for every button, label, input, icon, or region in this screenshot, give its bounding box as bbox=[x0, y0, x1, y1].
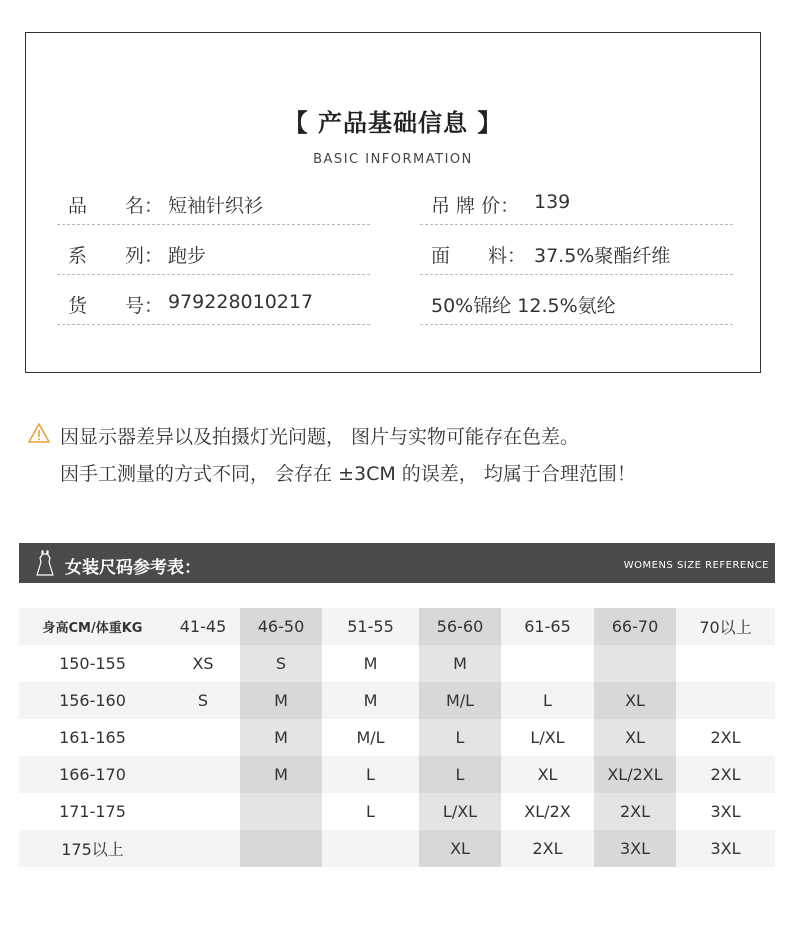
table-cell bbox=[594, 645, 676, 682]
table-header-cell: 身高CM/体重KG bbox=[19, 608, 166, 645]
table-cell bbox=[676, 645, 775, 682]
table-cell: L bbox=[501, 682, 594, 719]
table-cell: L/XL bbox=[419, 793, 501, 830]
table-cell: 166-170 bbox=[19, 756, 166, 793]
field-product-name bbox=[57, 175, 370, 225]
size-chart-title: 女装尺码参考表： bbox=[65, 558, 201, 578]
table-cell: M/L bbox=[322, 719, 419, 756]
table-cell: XS bbox=[166, 645, 240, 682]
table-header-cell: 61-65 bbox=[501, 608, 594, 645]
dress-icon bbox=[36, 550, 54, 576]
table-row bbox=[19, 682, 775, 719]
field-label: 系 列： bbox=[68, 245, 164, 267]
table-cell: M bbox=[419, 645, 501, 682]
table-cell: M bbox=[240, 756, 322, 793]
field-value: 跑步 bbox=[168, 245, 207, 267]
info-title: 【 产品基础信息 】 bbox=[283, 109, 503, 137]
product-info-box bbox=[25, 32, 761, 373]
table-cell: M/L bbox=[419, 682, 501, 719]
field-item-number bbox=[57, 275, 370, 325]
notice-line-1: 因显示器差异以及拍摄灯光问题， 图片与实物可能存在色差。 bbox=[60, 426, 580, 448]
table-cell bbox=[240, 793, 322, 830]
table-cell: 3XL bbox=[676, 830, 775, 867]
table-cell: 161-165 bbox=[19, 719, 166, 756]
table-row bbox=[19, 830, 775, 867]
table-header-cell: 51-55 bbox=[322, 608, 419, 645]
table-cell bbox=[166, 719, 240, 756]
field-series bbox=[57, 225, 370, 275]
table-cell: S bbox=[166, 682, 240, 719]
field-fabric bbox=[420, 225, 733, 275]
table-cell bbox=[166, 756, 240, 793]
table-cell: 171-175 bbox=[19, 793, 166, 830]
table-cell: 150-155 bbox=[19, 645, 166, 682]
table-cell: L bbox=[419, 719, 501, 756]
table-row bbox=[19, 719, 775, 756]
field-value: 50%锦纶 12.5%氨纶 bbox=[431, 295, 616, 317]
info-subtitle: BASIC INFORMATION bbox=[313, 152, 473, 167]
field-value: 短袖针织衫 bbox=[168, 195, 264, 217]
table-cell: L bbox=[419, 756, 501, 793]
field-value: 139 bbox=[534, 191, 571, 213]
table-cell: 156-160 bbox=[19, 682, 166, 719]
table-cell: M bbox=[240, 682, 322, 719]
table-cell: XL bbox=[501, 756, 594, 793]
size-chart-header bbox=[19, 543, 775, 583]
notice-line-2: 因手工测量的方式不同， 会存在 ±3CM 的误差， 均属于合理范围！ bbox=[60, 463, 636, 485]
table-row bbox=[19, 756, 775, 793]
field-fabric-continued bbox=[420, 275, 733, 325]
table-cell: XL bbox=[594, 719, 676, 756]
table-cell bbox=[501, 645, 594, 682]
table-row bbox=[19, 793, 775, 830]
table-cell bbox=[322, 830, 419, 867]
table-cell: 3XL bbox=[676, 793, 775, 830]
table-cell: L bbox=[322, 793, 419, 830]
table-header-cell: 66-70 bbox=[594, 608, 676, 645]
table-header-row bbox=[19, 608, 775, 645]
table-cell bbox=[240, 830, 322, 867]
table-cell: S bbox=[240, 645, 322, 682]
table-cell: 175以上 bbox=[19, 830, 166, 867]
size-table bbox=[19, 608, 775, 867]
field-label: 面 料： bbox=[431, 245, 527, 267]
table-cell: L bbox=[322, 756, 419, 793]
table-cell: 2XL bbox=[501, 830, 594, 867]
table-header-cell: 56-60 bbox=[419, 608, 501, 645]
table-cell bbox=[676, 682, 775, 719]
table-header-cell: 41-45 bbox=[166, 608, 240, 645]
field-tag-price bbox=[420, 175, 733, 225]
table-cell: M bbox=[322, 682, 419, 719]
table-cell: M bbox=[322, 645, 419, 682]
warning-icon bbox=[28, 422, 50, 444]
table-cell: XL bbox=[594, 682, 676, 719]
table-cell: XL/2X bbox=[501, 793, 594, 830]
table-header-cell: 70以上 bbox=[676, 608, 775, 645]
size-chart-subtitle: WOMENS SIZE REFERENCE bbox=[623, 560, 769, 571]
field-label: 吊 牌 价： bbox=[431, 195, 520, 217]
table-header-cell: 46-50 bbox=[240, 608, 322, 645]
table-cell: 2XL bbox=[676, 756, 775, 793]
table-cell: XL bbox=[419, 830, 501, 867]
table-cell bbox=[166, 830, 240, 867]
table-cell: 3XL bbox=[594, 830, 676, 867]
field-value: 979228010217 bbox=[168, 291, 314, 313]
table-cell: L/XL bbox=[501, 719, 594, 756]
table-cell: M bbox=[240, 719, 322, 756]
field-value: 37.5%聚酯纤维 bbox=[534, 245, 671, 267]
table-cell: XL/2XL bbox=[594, 756, 676, 793]
table-cell: 2XL bbox=[594, 793, 676, 830]
field-label: 货 号： bbox=[68, 295, 164, 317]
table-row bbox=[19, 645, 775, 682]
table-cell bbox=[166, 793, 240, 830]
table-cell: 2XL bbox=[676, 719, 775, 756]
field-label: 品 名： bbox=[68, 195, 164, 217]
